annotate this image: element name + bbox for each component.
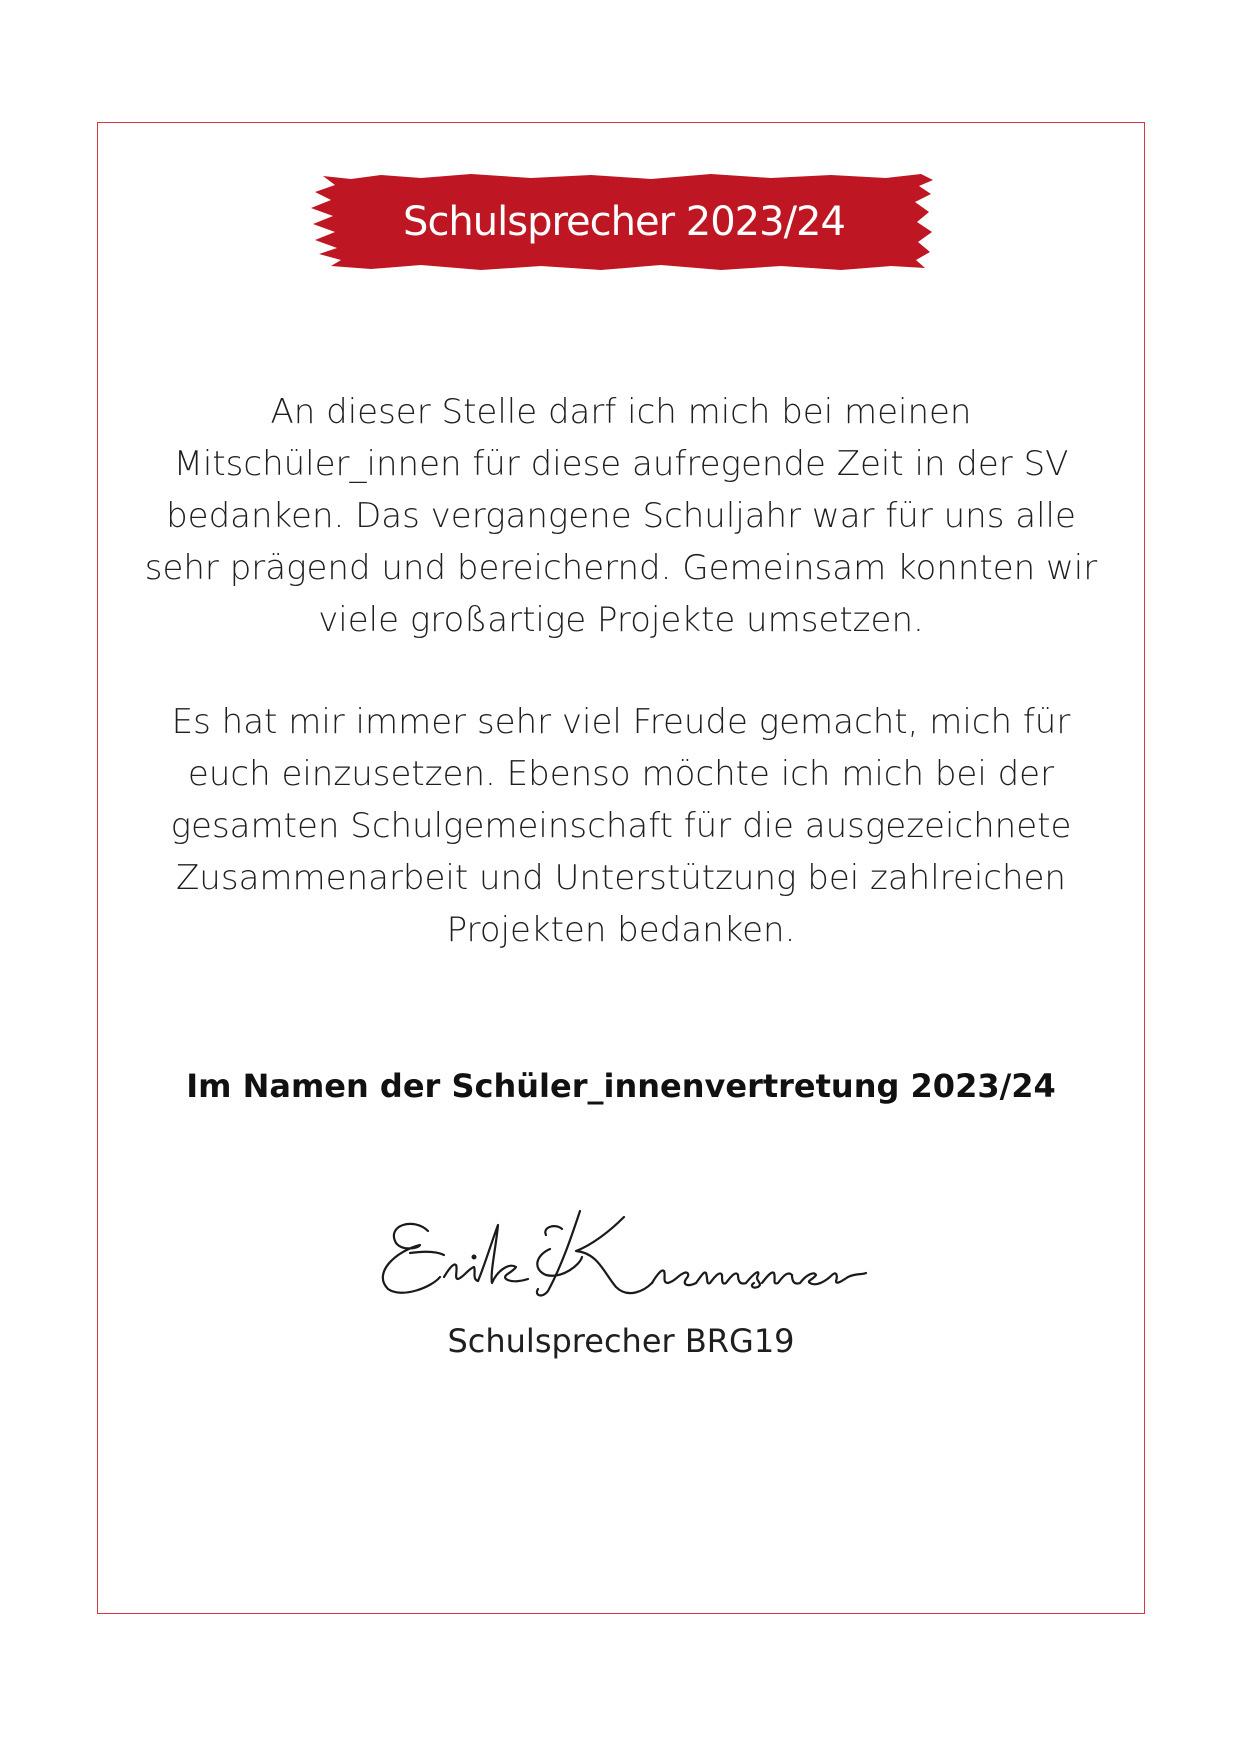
text-line: Mitschüler_innen für diese aufregende Zeit in der SV [173,444,1069,484]
text-line: gesamten Schulgemeinschaft für die ausgezeichnete [170,806,1072,846]
paragraph-thanks [110,386,1132,646]
signatory-role: Schulsprecher BRG19 [447,1322,795,1360]
paragraph-community [110,696,1132,956]
text-line: viele großartige Projekte umsetzen. [318,600,924,640]
text-line: Projekten bedanken. [446,910,796,950]
page-title: Schulsprecher 2023/24 [403,199,845,245]
title-banner [311,172,937,272]
text-line: An dieser Stelle darf ich mich bei meinen [270,392,972,432]
signoff-line: Im Namen der Schüler_innenvertretung 2023/24 [186,1067,1056,1105]
text-line: Zusammenarbeit und Unterstützung bei zahlreichen [176,858,1066,898]
text-line: bedanken. Das vergangene Schuljahr war für uns alle [166,496,1076,536]
text-line: euch einzusetzen. Ebenso möchte ich mich bei der [187,754,1055,794]
signature-graphic [366,1195,876,1305]
handwritten-signature [366,1195,876,1305]
text-line: sehr prägend und bereichernd. Gemeinsam konnten wir [144,548,1098,588]
text-line: Es hat mir immer sehr viel Freude gemacht, mich für [171,702,1071,742]
